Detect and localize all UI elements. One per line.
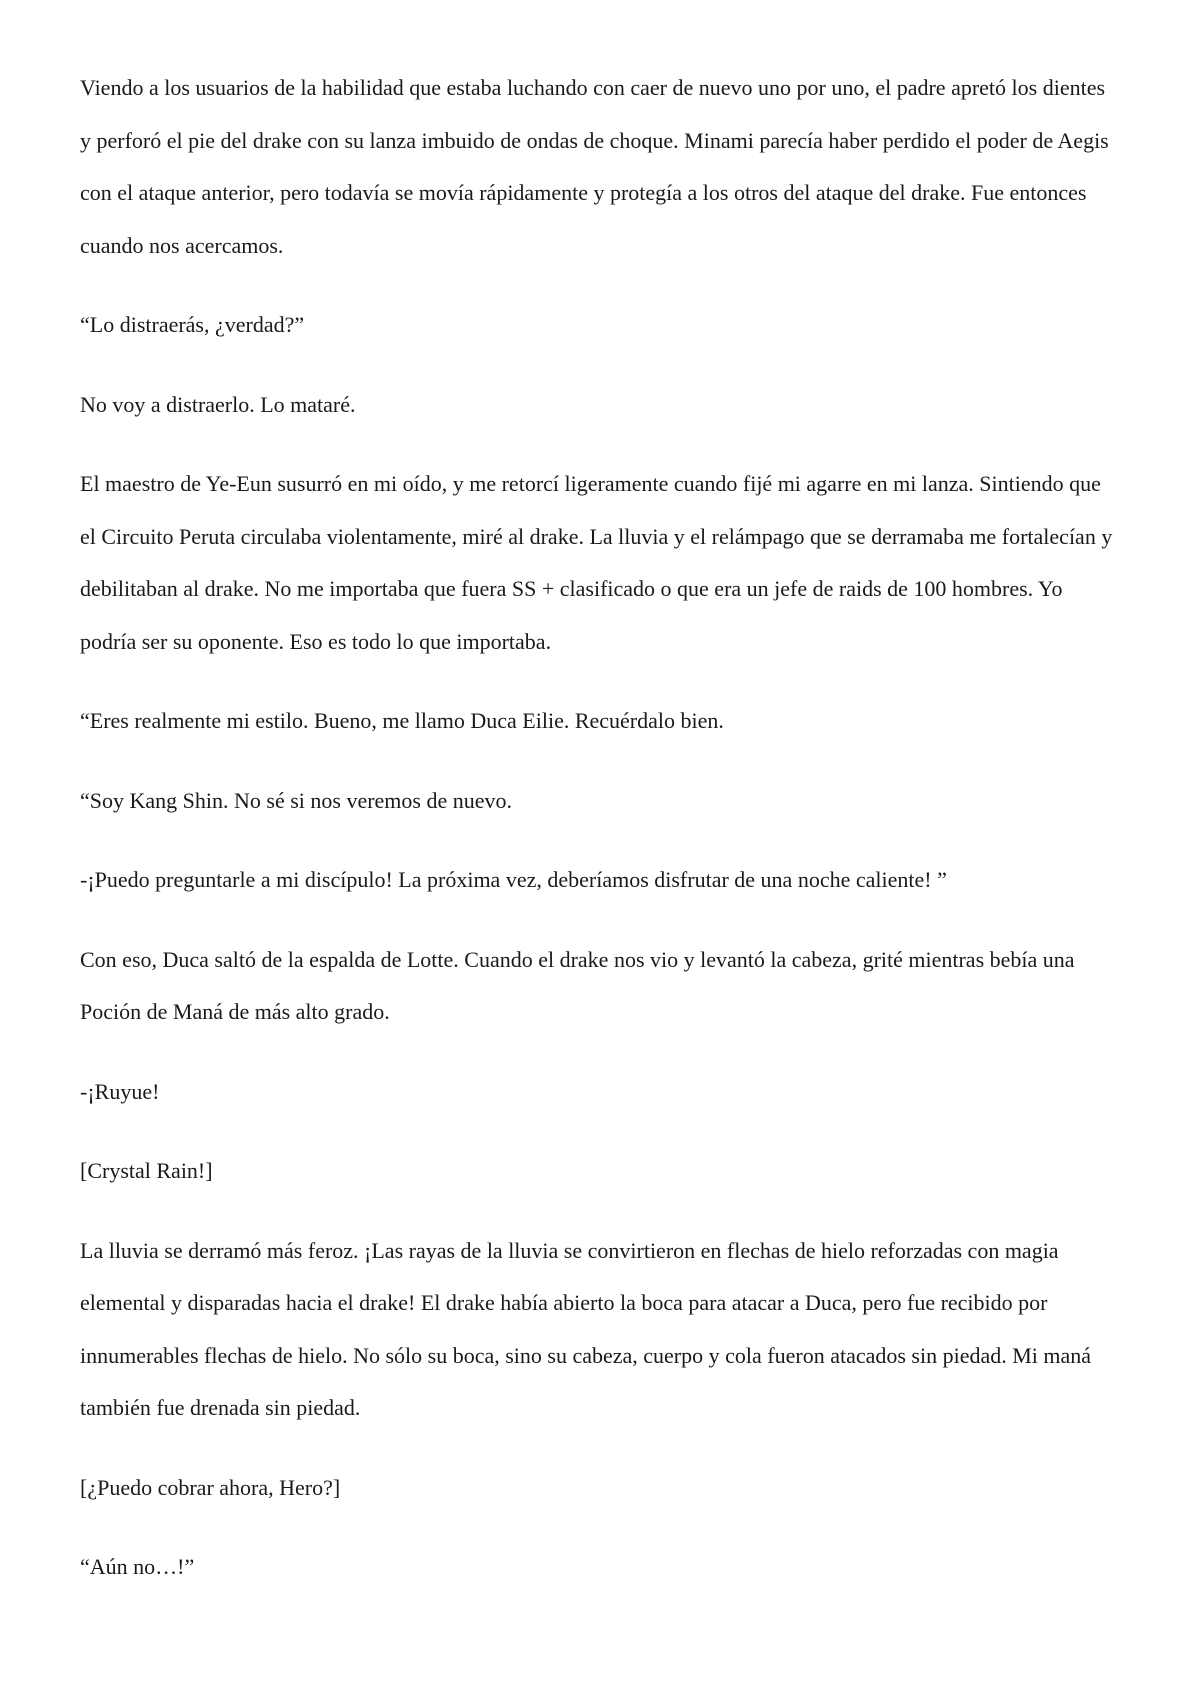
paragraph: “Lo distraerás, ¿verdad?”: [80, 312, 305, 337]
paragraph: “Aún no…!”: [80, 1554, 195, 1579]
paragraph: No voy a distraerlo. Lo mataré.: [80, 391, 356, 417]
paragraph: “Eres realmente mi estilo. Bueno, me llamo Duca Eilie. Recuérdalo bien.: [80, 708, 724, 733]
paragraph: [Crystal Rain!]: [80, 1158, 213, 1183]
paragraph: [¿Puedo cobrar ahora, Hero?]: [80, 1474, 341, 1500]
paragraph: “Soy Kang Shin. No sé si nos veremos de nuevo.: [80, 787, 513, 813]
paragraph: El maestro de Ye-Eun susurró en mi oído, y me retorcí ligeramente cuando fijé mi agarre en mi lanza. Sintiendo que el Circuito Peruta circulaba violentamente, miré al drake. La lluvia y el relámpago que se derramaba me fortalecían y debilitaban al drake. No me importaba que fuera SS + clasificado o que era un jefe de raids de 100 hombres. Yo podría ser su oponente. Eso es todo lo que importaba.: [80, 471, 1113, 654]
paragraph: La lluvia se derramó más feroz. ¡Las rayas de la lluvia se convirtieron en flechas de hielo reforzadas con magia elemental y disparadas hacia el drake! El drake había abierto la boca para atacar a Duca, pero fue recibido por innumerables flechas de hielo. No sólo su boca, sino su cabeza, cuerpo y cola fueron atacados sin piedad. Mi maná también fue drenada sin piedad.: [80, 1237, 1092, 1420]
document-body: [80, 62, 1120, 1621]
paragraph: -¡Ruyue!: [80, 1078, 160, 1104]
paragraph: Con eso, Duca saltó de la espalda de Lotte. Cuando el drake nos vio y levantó la cabeza, grité mientras bebía una Poción de Maná de más alto grado.: [80, 946, 1075, 1024]
paragraph: Viendo a los usuarios de la habilidad que estaba luchando con caer de nuevo uno por uno, el padre apretó los dientes y perforó el pie del drake con su lanza imbuido de ondas de choque. Minami parecía haber perdido el poder de Aegis con el ataque anterior, pero todavía se movía rápidamente y protegía a los otros del ataque del drake. Fue entonces cuando nos acercamos.: [80, 75, 1109, 258]
paragraph: -¡Puedo preguntarle a mi discípulo! La próxima vez, deberíamos disfrutar de una noche caliente! ”: [80, 867, 947, 892]
